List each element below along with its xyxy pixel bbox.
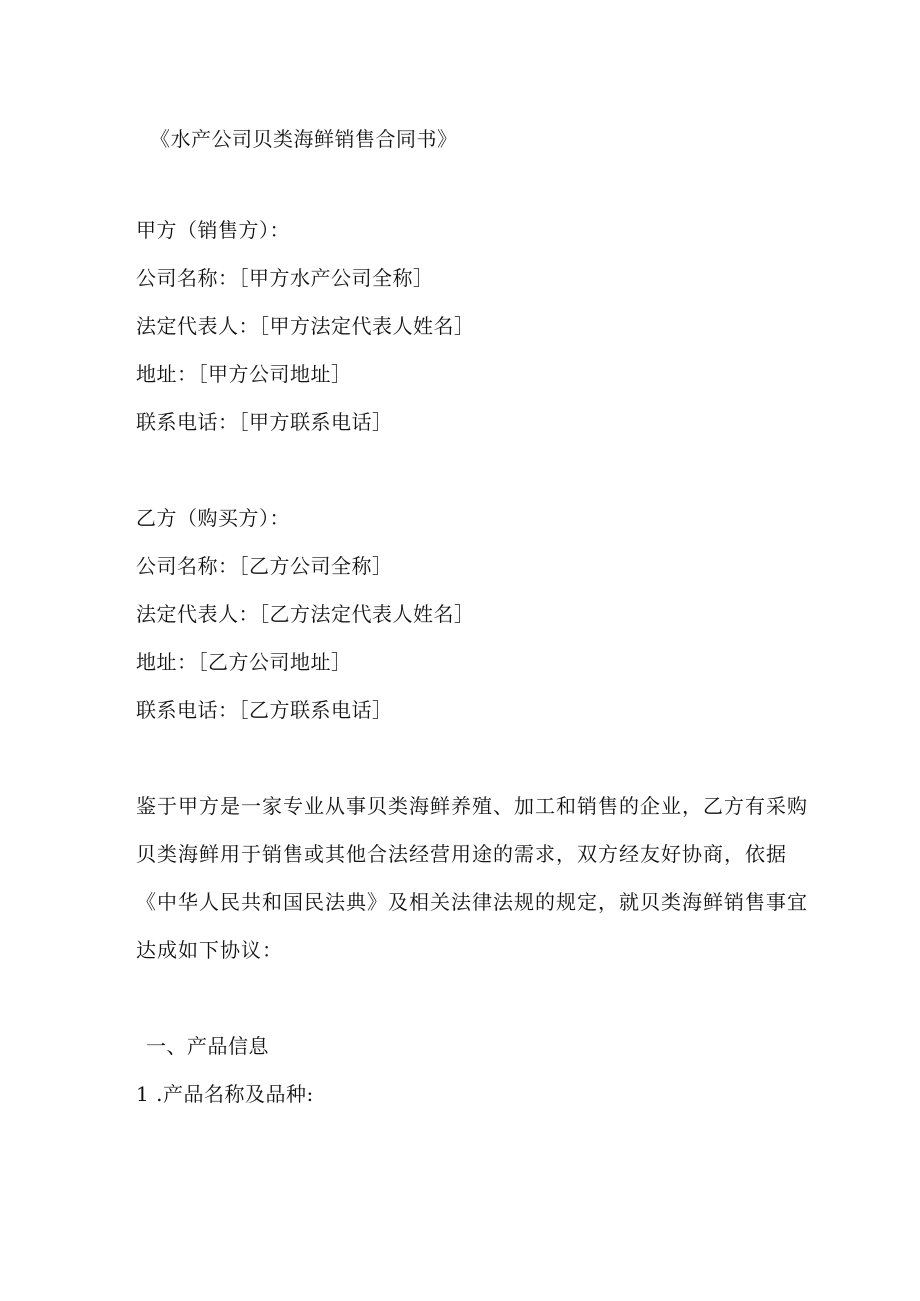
section-item: 1 .产品名称及品种: [136, 1082, 314, 1106]
party-b-company: 公司名称：［乙方公司全称］ [136, 554, 393, 578]
party-a-representative: 法定代表人：［甲方法定代表人姓名］ [136, 314, 475, 338]
document-title: 《水产公司贝类海鲜销售合同书》 [150, 127, 458, 151]
section-heading: 一、产品信息 [146, 1034, 269, 1058]
preamble-line: 鉴于甲方是一家专业从事贝类海鲜养殖、加工和销售的企业，乙方有采购 [136, 794, 808, 818]
party-a-phone: 联系电话：［甲方联系电话］ [136, 410, 393, 434]
party-b-phone: 联系电话：［乙方联系电话］ [136, 698, 393, 722]
party-a-heading: 甲方（销售方）： [136, 218, 290, 242]
preamble-line: 贝类海鲜用于销售或其他合法经营用途的需求，双方经友好协商，依据 [136, 842, 787, 866]
party-b-address: 地址：［乙方公司地址］ [136, 650, 352, 674]
preamble-line: 《中华人民共和国民法典》及相关法律法规的规定，就贝类海鲜销售事宜 [136, 890, 808, 914]
preamble-line: 达成如下协议： [136, 938, 283, 962]
party-a-company: 公司名称：［甲方水产公司全称］ [136, 266, 434, 290]
party-b-representative: 法定代表人：［乙方法定代表人姓名］ [136, 602, 475, 626]
party-a-address: 地址：［甲方公司地址］ [136, 362, 352, 386]
party-b-heading: 乙方（购买方）： [136, 506, 290, 530]
